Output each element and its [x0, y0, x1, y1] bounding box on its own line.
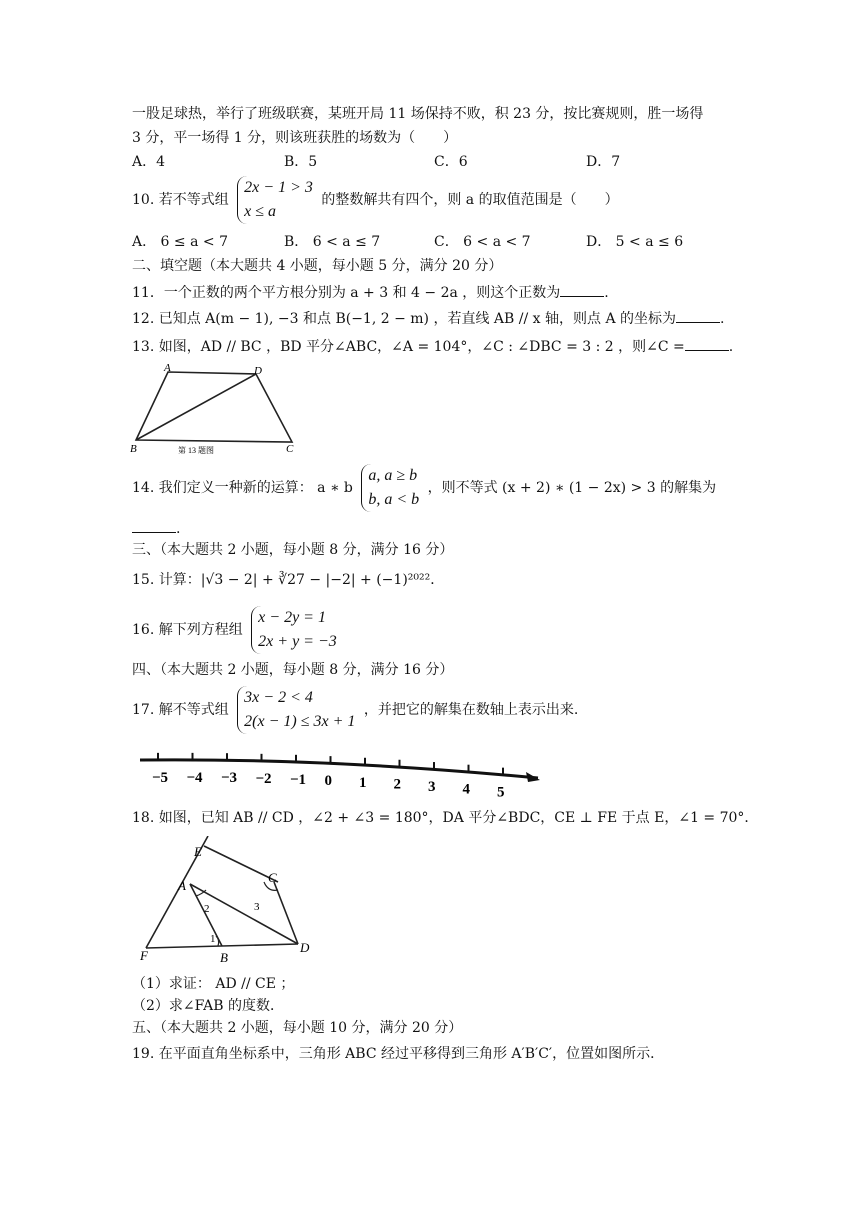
- fig18-label-3: 3: [254, 901, 260, 913]
- line-cd: [274, 882, 298, 944]
- q14-line: [132, 464, 716, 512]
- q11-line: 11．一个正数的两个平方根分别为 a + 3 和 4 − 2a ，则这个正数为 .: [132, 282, 609, 303]
- number-line-tick-label: 4: [462, 781, 470, 798]
- q9-line2: 3 分，平一场得 1 分，则该班获胜的场数为（ ）: [132, 130, 458, 146]
- fig18-label-d: D: [300, 940, 310, 955]
- fig18-label-f: F: [140, 948, 148, 963]
- section-2-heading: 二、填空题（本大题共 4 小题，每小题 5 分，满分 20 分）: [132, 258, 503, 274]
- q10-suffix: 的整数解共有四个，则 a 的取值范围是（ ）: [321, 192, 619, 208]
- q12-line: 12. 已知点 A(m − 1), −3 和点 B(−1, 2 − m) ，若直线 AB // x 轴，则点 A 的坐标为 .: [132, 308, 724, 329]
- number-line: [128, 744, 548, 802]
- q17-eq2: 2(x − 1) ≤ 3x + 1: [244, 713, 356, 730]
- number-line-tick-label: −4: [186, 769, 203, 786]
- q16-eq2: 2x + y = −3: [258, 633, 337, 650]
- diagonal-bd: [136, 374, 256, 440]
- section-4-heading: 四、（本大题共 2 小题，每小题 8 分，满分 16 分）: [132, 662, 454, 678]
- number-line-tick-label: −5: [152, 769, 169, 786]
- q17-prefix: 17. 解不等式组: [132, 702, 229, 718]
- fig18-label-1: 1: [210, 933, 216, 945]
- q10-option-c: C． 6 < a < 7: [434, 234, 531, 250]
- q18-part2: （2）求∠FAB 的度数．: [132, 998, 284, 1014]
- number-line-tick-label: 0: [324, 773, 332, 790]
- q14-case1: a, a ≥ b: [368, 467, 418, 484]
- q14-suffix: ，则不等式 (x + 2) ∗ (1 − 2x) > 3 的解集为: [427, 480, 717, 496]
- trapezoid-abcd: [136, 372, 292, 442]
- q14-case2: b, a < b: [368, 491, 420, 508]
- line-ec: [204, 846, 278, 882]
- q10-option-d: D． 5 < a ≤ 6: [586, 234, 684, 250]
- q16-prefix: 16. 解下列方程组: [132, 622, 243, 638]
- q11-blank: [560, 282, 604, 297]
- fig18-label-e: E: [194, 844, 202, 859]
- q9-option-a: A．4: [132, 154, 166, 170]
- q9-option-d: D．7: [586, 154, 621, 170]
- number-line-tick-label: 5: [497, 784, 505, 801]
- number-line-tick-label: 2: [393, 776, 401, 793]
- fig18-label-a: A: [178, 878, 186, 893]
- q9-line1: 一股足球热，举行了班级联赛，某班开局 11 场保持不败，积 23 分，按比赛规则，胜一场得: [132, 106, 704, 122]
- q10-system: [237, 176, 313, 224]
- q9-option-c: C．6: [434, 154, 468, 170]
- q11-text: 11．一个正数的两个平方根分别为 a + 3 和 4 − 2a ，则这个正数为: [132, 285, 561, 301]
- number-line-tick-label: 3: [428, 779, 436, 796]
- q14-blank: [132, 518, 176, 533]
- q16-system: [251, 606, 337, 654]
- q15-line: 15. 计算：|√3 − 2| + ∛27 − |−2| + (−1)²⁰²²．: [132, 572, 445, 588]
- q12-blank: [676, 308, 720, 323]
- q16-eq1: x − 2y = 1: [258, 609, 326, 626]
- q10-eq1: 2x − 1 > 3: [244, 179, 313, 196]
- q13-line: 13. 如图，AD // BC ，BD 平分∠ABC，∠A = 104°，∠C : ∠DBC = 3 : 2 ，则∠C = .: [132, 336, 733, 357]
- fig18-label-2: 2: [204, 903, 210, 915]
- q10-option-b: B． 6 < a ≤ 7: [284, 234, 381, 250]
- number-line-tick-label: −1: [290, 771, 307, 788]
- figure-18: [138, 836, 328, 972]
- fig13-caption: 第 13 题图: [178, 446, 214, 455]
- q14-system: [361, 464, 419, 512]
- fig18-label-b: B: [220, 950, 228, 965]
- fig13-label-c: C: [286, 443, 294, 455]
- q13-blank: [685, 336, 729, 351]
- number-line-tick-label: −3: [221, 770, 238, 787]
- fig13-label-a: A: [164, 362, 171, 374]
- number-line-tick-label: 1: [359, 774, 367, 791]
- q18-line: 18. 如图，已知 AB // CD ，∠2 + ∠3 = 180°，DA 平分∠BDC，CE ⊥ FE 于点 E，∠1 = 70°．: [132, 810, 759, 826]
- q17-suffix: ，并把它的解集在数轴上表示出来.: [363, 702, 579, 718]
- q16-line: [132, 606, 341, 654]
- fig13-label-d: D: [254, 365, 262, 377]
- q10-line: [132, 176, 619, 224]
- q10-prefix: 10. 若不等式组: [132, 192, 229, 208]
- fig13-label-b: B: [130, 443, 137, 455]
- fig18-label-c: C: [268, 870, 277, 885]
- q17-line: [132, 686, 578, 734]
- q10-eq2: x ≤ a: [244, 203, 277, 220]
- q14-answer-line: .: [132, 518, 180, 539]
- q18-part1: （1）求证： AD // CE ；: [132, 976, 295, 992]
- q12-text: 12. 已知点 A(m − 1), −3 和点 B(−1, 2 − m) ，若直线 AB // x 轴，则点 A 的坐标为: [132, 311, 677, 327]
- section-5-heading: 五、（本大题共 2 小题，每小题 10 分，满分 20 分）: [132, 1020, 463, 1036]
- q13-text: 13. 如图，AD // BC ，BD 平分∠ABC，∠A = 104°，∠C : ∠DBC = 3 : 2 ，则∠C =: [132, 339, 685, 355]
- section-3-heading: 三、（本大题共 2 小题，每小题 8 分，满分 16 分）: [132, 542, 454, 558]
- q19-line: 19. 在平面直角坐标系中，三角形 ABC 经过平移得到三角形 A′B′C′，位置如图所示．: [132, 1046, 665, 1062]
- q9-option-b: B．5: [284, 154, 318, 170]
- q17-system: [237, 686, 355, 734]
- q14-prefix: 14. 我们定义一种新的运算： a ∗ b: [132, 480, 353, 496]
- q17-eq1: 3x − 2 < 4: [244, 689, 313, 706]
- q10-option-a: A． 6 ≤ a < 7: [132, 234, 228, 250]
- figure-13: [128, 362, 308, 458]
- number-line-tick-label: −2: [255, 770, 272, 787]
